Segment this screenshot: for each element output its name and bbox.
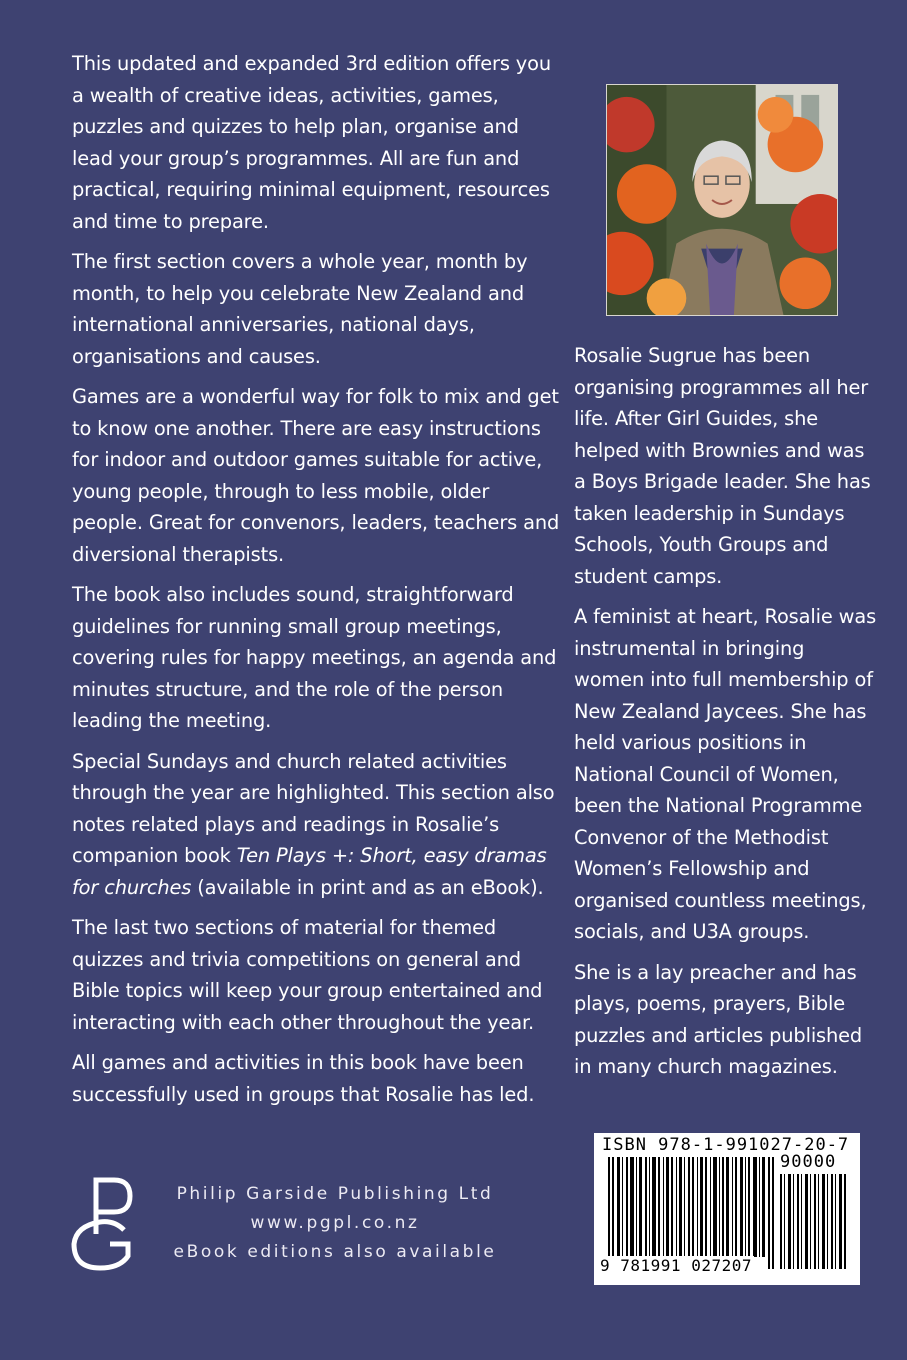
author-bio — [574, 340, 879, 1092]
price-code: 90000 — [780, 1152, 837, 1172]
pg-monogram-logo-icon — [66, 1172, 138, 1272]
blurb-paragraph-6: The last two sections of material for themed quizzes and trivia competitions on general and Bible topics will keep your group entertained and interacting with each other throughout the year. — [72, 916, 543, 1034]
blurb-paragraph-4: The book also includes sound, straightforward guidelines for running small group meetings, covering rules for happy meetings, an agenda and minutes structure, and the role of the person leading the meeting. — [72, 583, 557, 732]
bio-paragraph-2: A feminist at heart, Rosalie was instrumental in bringing women into full membership of New Zealand Jaycees. She has held various positions in National Council of Women, been the National Programme Convenor of the Methodist Women’s Fellowship and organised countless meetings, socials, and U3A groups. — [574, 605, 877, 943]
blurb-p5-text-end: (available in print and as an eBook). — [191, 875, 544, 899]
blurb-p5-text: Special Sundays and church related activities through the year are highlighted. This section also notes related plays and readings in Rosalie’s companion book — [72, 749, 555, 867]
ean-digits: 9 781991 027207 — [600, 1256, 752, 1275]
book-blurb — [72, 48, 560, 1119]
blurb-paragraph-7: All games and activities in this book have been successfully used in groups that Rosalie has led. — [72, 1051, 535, 1106]
blurb-paragraph-1: This updated and expanded 3rd edition offers you a wealth of creative ideas, activities, games, puzzles and quizzes to help plan, organise and lead your group’s programmes. All are fun and practical, requiring minimal equipment, resources and time to prepare. — [72, 52, 551, 233]
isbn-label: ISBN 978-1-991027-20-7 — [602, 1135, 850, 1155]
bio-paragraph-1: Rosalie Sugrue has been organising programmes all her life. After Girl Guides, she helped with Brownies and was a Boys Brigade leader. She has taken leadership in Sundays Schools, Youth Groups and student camps. — [574, 344, 871, 588]
publisher-name: Philip Garside Publishing Ltd — [176, 1184, 494, 1204]
publisher-website[interactable]: www.pgpl.co.nz — [250, 1213, 420, 1233]
ean-barcode-bars — [608, 1157, 778, 1269]
author-photo — [606, 84, 838, 316]
isbn-barcode — [594, 1133, 860, 1285]
blurb-paragraph-5 — [72, 746, 560, 904]
blurb-paragraph-3: Games are a wonderful way for folk to mix and get to know one another. There are easy instructions for indoor and outdoor games suitable for active, young people, through to less mobile, older people. Great for convenors, leaders, teachers and diversional therapists. — [72, 385, 560, 566]
bio-paragraph-3: She is a lay preacher and has plays, poems, prayers, Bible puzzles and articles published in many church magazines. — [574, 960, 863, 1078]
blurb-paragraph-2: The first section covers a whole year, month by month, to help you celebrate New Zealand and international anniversaries, national days, organisations and causes. — [72, 250, 528, 368]
companion-book-title: Ten Plays +: Short, easy dramas for churches — [72, 844, 547, 899]
ebook-note: eBook editions also available — [173, 1242, 497, 1262]
addon-barcode-bars — [780, 1174, 848, 1269]
publisher-info — [150, 1180, 520, 1267]
